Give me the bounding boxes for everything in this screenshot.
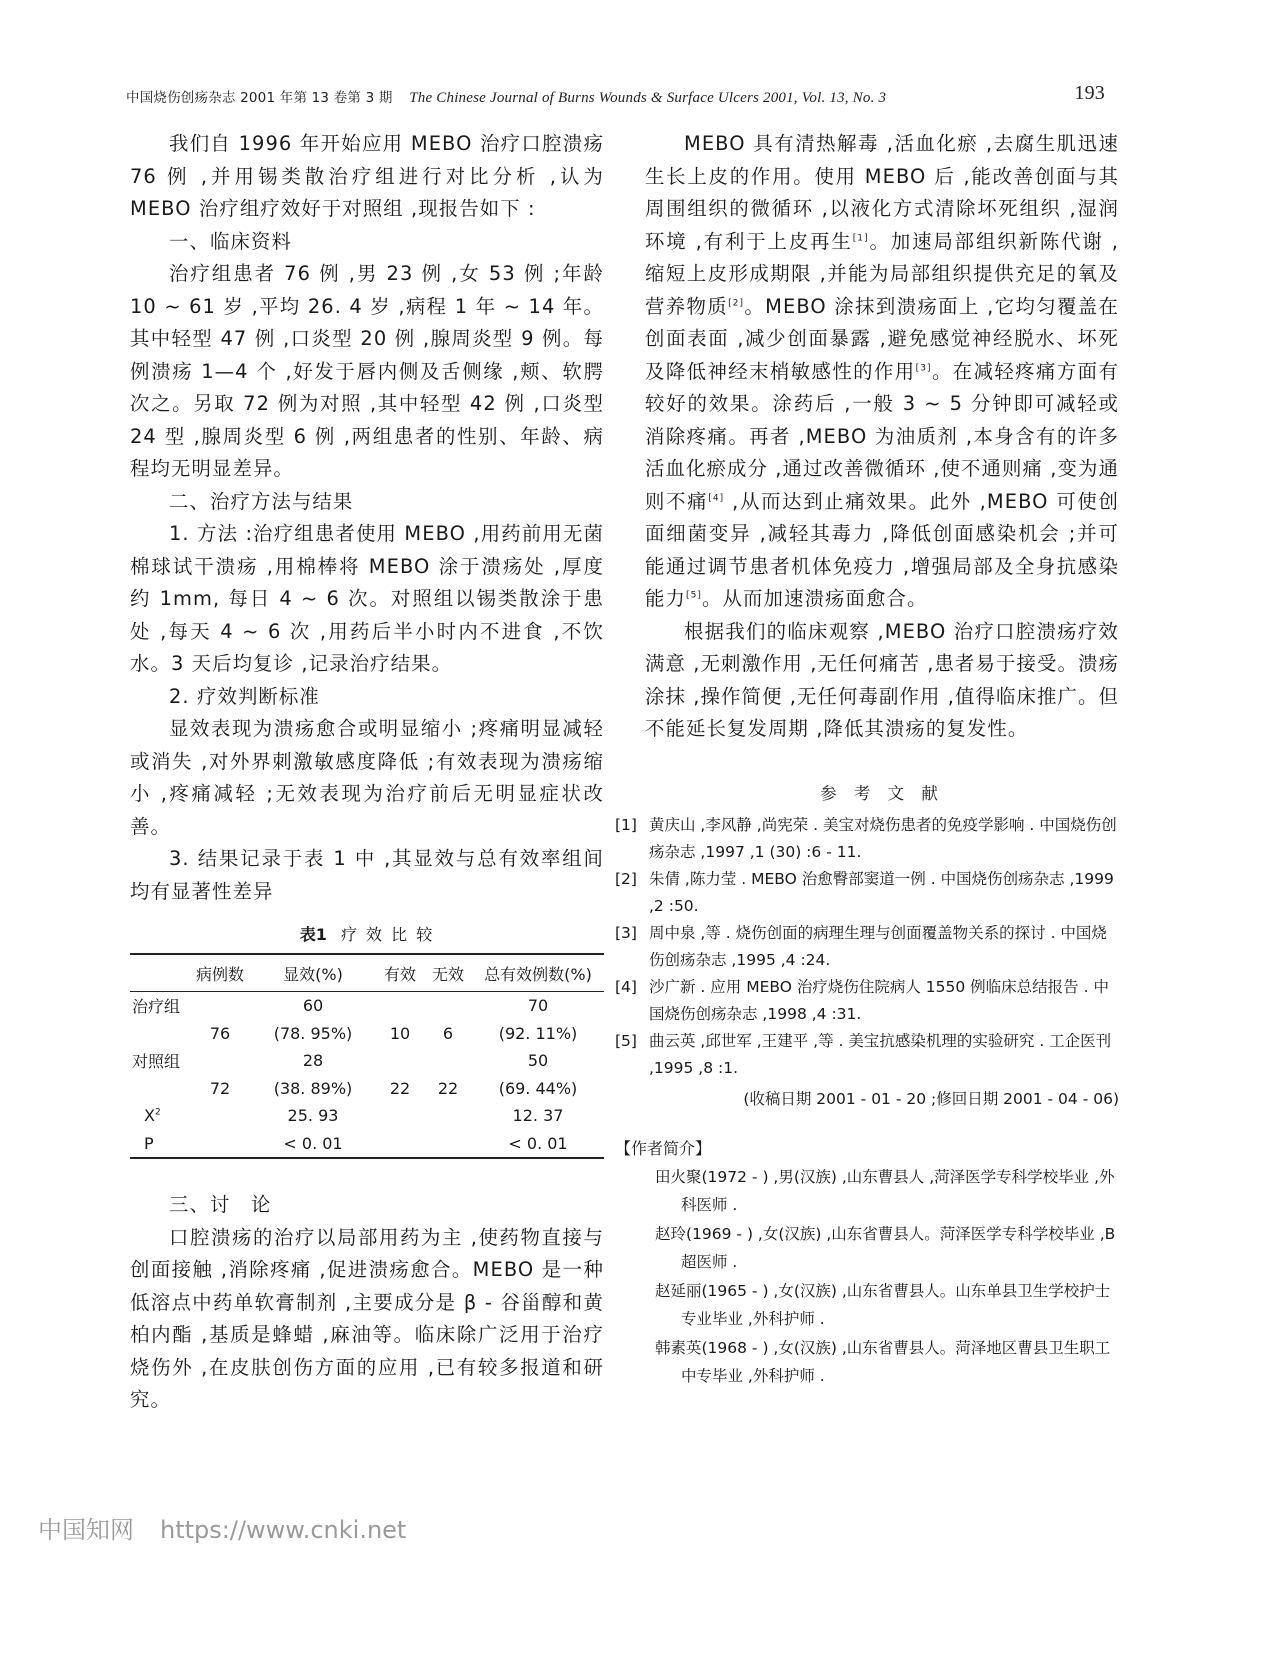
reference-item bbox=[615, 920, 1119, 974]
citation: [3] bbox=[915, 363, 932, 374]
table-header: 显效(%) bbox=[283, 964, 343, 984]
table-row bbox=[130, 1130, 604, 1159]
table-header: 总有效例数(%) bbox=[484, 964, 592, 984]
table-cell bbox=[130, 1102, 190, 1130]
reference-number: [3] bbox=[615, 923, 637, 942]
table-row bbox=[130, 1075, 604, 1103]
chi-square-exponent: 2 bbox=[154, 1107, 161, 1118]
author-bio: 韩素英(1968 - ) ,女(汉族) ,山东省曹县人。菏泽地区曹县卫生职工中专毕业 ,外科护师 . bbox=[655, 1338, 1111, 1385]
table-cell: 72 bbox=[209, 1078, 231, 1098]
table-cell: 25. 93 bbox=[287, 1106, 339, 1126]
text-run: 。在减轻疼痛方面有较好的效果。涂药后 ,一般 3 ~ 5 分钟即可减轻或消除疼痛。再者 ,MEBO 为油质剂 ,本身含有的许多活血化瘀成分 ,通过改善微循环 ,使不通则痛 ,变为通则不痛 bbox=[645, 359, 1119, 513]
reference-text: 周中泉 ,等 . 烧伤创面的病理生理与创面覆盖物关系的探讨 . 中国烧伤创疡杂志 ,1995 ,4 :24. bbox=[649, 923, 1107, 969]
table-cell: 60 bbox=[302, 996, 324, 1016]
author-bio: 赵延丽(1965 - ) ,女(汉族) ,山东省曹县人。山东单县卫生学校护士专业毕业 ,外科护师 . bbox=[655, 1281, 1111, 1328]
text-run: 。MEBO 涂抹到溃疡面上 ,它均匀覆盖在创面表面 ,减少创面暴露 ,避免感觉神经脱水、坏死及降低神经末梢敏感性的作用 bbox=[645, 294, 1120, 383]
text-run: 。从而加速溃疡面愈合。 bbox=[702, 587, 928, 610]
table-cell: 治疗组 bbox=[132, 997, 181, 1017]
table-cell: 70 bbox=[527, 996, 549, 1016]
chi-square-label: X bbox=[144, 1106, 155, 1126]
journal-title-cn: 中国烧伤创疡杂志 2001 年第 13 卷第 3 期 bbox=[126, 90, 393, 106]
subsection-heading: 2. 疗效判断标准 bbox=[169, 684, 320, 708]
section-heading: 二、治疗方法与结果 bbox=[169, 489, 354, 513]
table-cell: 10 bbox=[389, 1023, 411, 1043]
citation: [2] bbox=[728, 298, 745, 309]
references-list bbox=[615, 812, 1119, 1082]
text-run: MEBO 具有清热解毒 ,活血化瘀 ,去腐生肌迅速生长上皮的作用。使用 MEBO 后 ,能改善创面与其周围组织的微循环 ,以液化方式清除坏死组织 ,湿润环境 ,有利于上皮再生 bbox=[645, 132, 1119, 253]
reference-number: [4] bbox=[615, 977, 637, 996]
table-cell: (92. 11%) bbox=[498, 1023, 578, 1043]
table-header-row bbox=[130, 954, 604, 992]
reference-text: 朱倩 ,陈力莹 . MEBO 治愈臀部窦道一例 . 中国烧伤创疡杂志 ,1999 ,2 :50. bbox=[649, 869, 1114, 915]
table-cell: 76 bbox=[209, 1023, 231, 1043]
references-title: 参 考 文 献 bbox=[820, 783, 944, 803]
table-cell: (69. 44%) bbox=[498, 1078, 578, 1098]
body-paragraph: 1. 方法 :治疗组患者使用 MEBO ,用药前用无菌棉球试干溃疡 ,用棉棒将 MEBO 涂于溃疡处 ,厚度约 1mm, 每日 4 ~ 6 次。对照组以锡类散涂于患处 ,每天 4 ~ 6 次 ,用药后半小时内不进食 ,不饮水。3 天后均复诊 ,记录治疗结果。 bbox=[130, 522, 604, 675]
intro-paragraph: 我们自 1996 年开始应用 MEBO 治疗口腔溃疡 76 例 ,并用锡类散治疗组进行对比分析 ,认为 MEBO 治疗组疗效好于对照组 ,现报告如下 : bbox=[130, 132, 604, 220]
table-header: 有效 bbox=[383, 964, 416, 984]
table-cell: < 0. 01 bbox=[283, 1133, 343, 1153]
reference-text: 沙广新 . 应用 MEBO 治疗烧伤住院病人 1550 例临床总结报告 . 中国烧伤创疡杂志 ,1998 ,4 :31. bbox=[649, 977, 1109, 1023]
conclusion-paragraph: 根据我们的临床观察 ,MEBO 治疗口腔溃疡疗效满意 ,无刺激作用 ,无任何痛苦 ,患者易于接受。溃疡涂抹 ,操作简便 ,无任何毒副作用 ,值得临床推广。但不能延长复发周期 ,降低其溃疡的复发性。 bbox=[645, 619, 1119, 740]
table-cell: < 0. 01 bbox=[508, 1133, 568, 1153]
reference-text: 黄庆山 ,李风静 ,尚宪荣 . 美宝对烧伤患者的免疫学影响 . 中国烧伤创疡杂志 ,1997 ,1 (30) :6 - 11. bbox=[649, 815, 1117, 861]
reference-item bbox=[615, 1028, 1119, 1082]
body-paragraph: 口腔溃疡的治疗以局部用药为主 ,使药物直接与创面接触 ,消除疼痛 ,促进溃疡愈合。MEBO 是一种低溶点中药单软膏制剂 ,主要成分是 β - 谷甾醇和黄柏内酯 ,基质是蜂蜡 ,麻油等。临床除广泛用于治疗烧伤外 ,在皮肤创伤方面的应用 ,已有较多报道和研究。 bbox=[130, 1225, 604, 1411]
table-header bbox=[130, 954, 190, 992]
section-heading: 三、讨 论 bbox=[169, 1193, 272, 1216]
reference-item bbox=[615, 812, 1119, 866]
watermark bbox=[38, 1510, 406, 1545]
reference-number: [2] bbox=[615, 869, 637, 888]
running-header bbox=[126, 82, 1126, 107]
text-run: ,从而达到止痛效果。此外 ,MEBO 可使创面细菌变异 ,减轻其毒力 ,降低创面感染机会 ;并可能通过调节患者机体免疫力 ,增强局部及全身抗感染能力 bbox=[645, 489, 1119, 610]
citation: [1] bbox=[852, 233, 869, 244]
body-paragraph: 治疗组患者 76 例 ,男 23 例 ,女 53 例 ;年龄 10 ~ 61 岁 ,平均 26. 4 岁 ,病程 1 年 ~ 14 年。其中轻型 47 例 ,口炎型 20 例 ,腺周炎型 9 例。每例溃疡 1—4 个 ,好发于唇内侧及舌侧缘 ,颊、软腭次之。另取 72 例为对照 ,其中轻型 42 例 ,口炎型 24 型 ,腺周炎型 6 例 ,两组患者的性别、年龄、病程均无明显差异。 bbox=[130, 262, 604, 480]
table-row bbox=[130, 992, 604, 1020]
author-bio-title: 【作者简介】 bbox=[615, 1138, 712, 1158]
table-cell: 对照组 bbox=[132, 1052, 181, 1072]
table-cell: 6 bbox=[442, 1023, 454, 1043]
reference-item bbox=[615, 974, 1119, 1028]
table-header: 病例数 bbox=[195, 964, 244, 984]
table-cell: (78. 95%) bbox=[273, 1023, 353, 1043]
discussion-paragraph bbox=[645, 128, 1119, 616]
table-cell: 50 bbox=[527, 1051, 549, 1071]
watermark-url[interactable]: https://www.cnki.net bbox=[160, 1516, 407, 1544]
reference-item bbox=[615, 866, 1119, 920]
table-header: 无效 bbox=[431, 964, 464, 984]
body-paragraph: 3. 结果记录于表 1 中 ,其显效与总有效率组间均有显著性差异 bbox=[130, 847, 604, 903]
reference-number: [5] bbox=[615, 1031, 637, 1050]
page-number: 193 bbox=[1074, 82, 1105, 104]
section-heading: 一、临床资料 bbox=[169, 229, 292, 253]
table-cell: P bbox=[144, 1133, 154, 1153]
journal-title-en: The Chinese Journal of Burns Wounds & Surface Ulcers 2001, Vol. 13, No. 3 bbox=[409, 90, 887, 106]
citation: [4] bbox=[708, 493, 725, 504]
table-cell: 22 bbox=[389, 1078, 411, 1098]
table-cell: 12. 37 bbox=[512, 1106, 564, 1126]
reference-number: [1] bbox=[615, 815, 637, 834]
text-run: 。加速局部组织新陈代谢 ,缩短上皮形成期限 ,并能为局部组织提供充足的氧及营养物质 bbox=[645, 229, 1119, 318]
left-column bbox=[130, 128, 604, 1417]
table-cell: 28 bbox=[302, 1051, 324, 1071]
table-title: 疗 效 比 较 bbox=[340, 925, 435, 944]
table-caption bbox=[130, 922, 604, 945]
table-row bbox=[130, 1102, 604, 1130]
reference-text: 曲云英 ,邱世军 ,王建平 ,等 . 美宝抗感染机理的实验研究 . 工企医刊 ,1995 ,8 :1. bbox=[649, 1031, 1112, 1077]
table-label: 表1 bbox=[299, 925, 327, 944]
right-column bbox=[615, 128, 1120, 1391]
author-bio: 田火聚(1972 - ) ,男(汉族) ,山东曹县人 ,菏泽医学专科学校毕业 ,外科医师 . bbox=[655, 1167, 1115, 1214]
author-bio: 赵玲(1969 - ) ,女(汉族) ,山东省曹县人。菏泽医学专科学校毕业 ,B 超医师 . bbox=[655, 1224, 1116, 1271]
table-row bbox=[130, 1020, 604, 1048]
efficacy-table bbox=[130, 953, 604, 1159]
table-cell: 22 bbox=[437, 1078, 459, 1098]
watermark-site: 中国知网 bbox=[38, 1516, 134, 1544]
body-paragraph: 显效表现为溃疡愈合或明显缩小 ;疼痛明显减轻或消失 ,对外界刺激敏感度降低 ;有效表现为溃疡缩小 ,疼痛减轻 ;无效表现为治疗前后无明显症状改善。 bbox=[130, 717, 604, 838]
received-dates: (收稿日期 2001 - 01 - 20 ;修回日期 2001 - 04 - 06) bbox=[743, 1089, 1119, 1108]
table-cell: (38. 89%) bbox=[273, 1078, 353, 1098]
citation: [5] bbox=[685, 590, 703, 601]
table-row bbox=[130, 1047, 604, 1075]
